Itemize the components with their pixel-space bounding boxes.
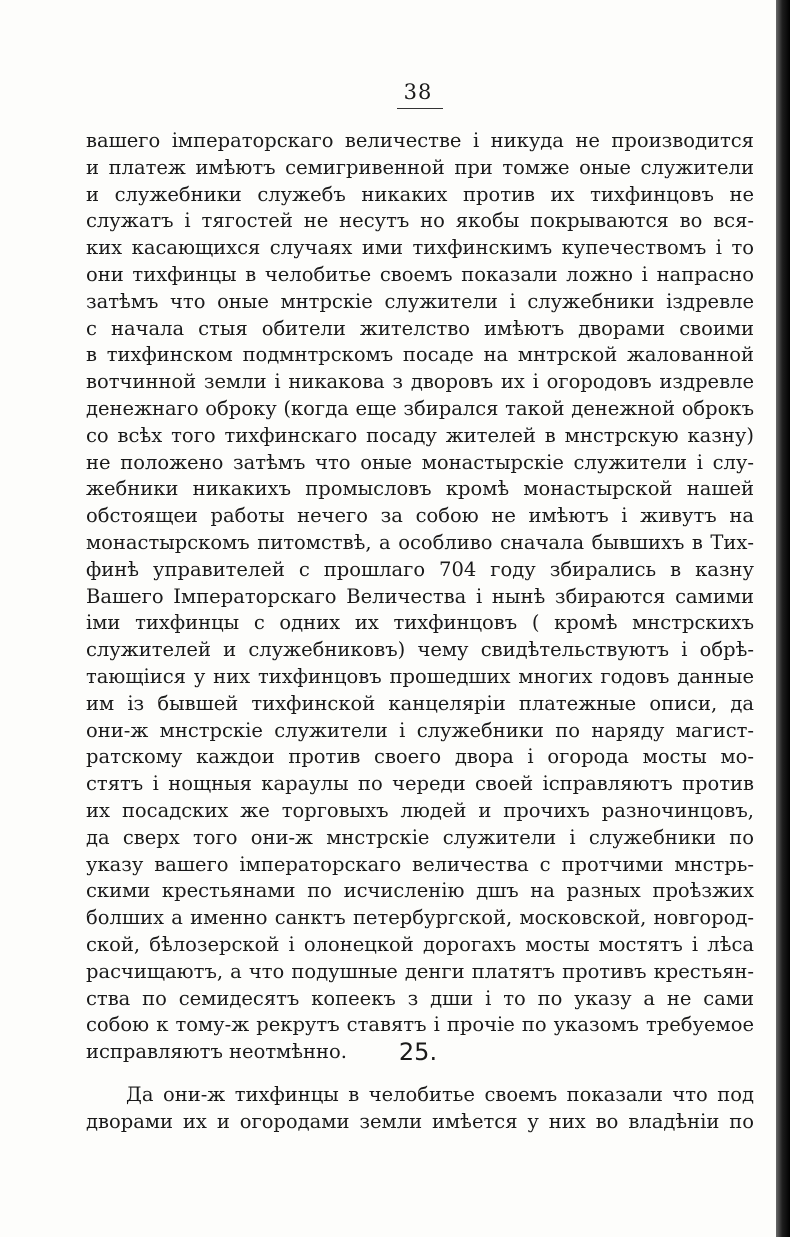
text-line: со всѣх того тихфинскаго посаду жителей в мнстрскую казну) bbox=[86, 423, 754, 447]
book-spine-shadow bbox=[776, 0, 790, 1237]
text-line: тающіися у них тихфинцовъ прошедших многих годовъ данные bbox=[86, 664, 754, 688]
paragraph-main bbox=[86, 128, 754, 1066]
text-line: ства по семидесятъ копеекъ з дши і то по указу а не сами bbox=[86, 986, 754, 1010]
text-line: ской, бѣлозерской і олонецкой дорогахъ мосты мостятъ і лѣса bbox=[86, 932, 754, 956]
text-line: и платеж имѣютъ семигривенной при томже оные служители bbox=[86, 155, 754, 179]
text-line: расчищаютъ, а что подушные денги платятъ противъ крестьян- bbox=[86, 959, 754, 983]
text-line: ратскому каждои против своего двора і огорода мосты мо- bbox=[86, 745, 754, 769]
text-line: не положено затѣмъ что оные монастырскіе служители і слу- bbox=[86, 450, 754, 474]
text-line: им із бывшей тихфинской канцеляріи платежные описи, да bbox=[86, 691, 754, 715]
text-line: и служебники служебъ никаких против их тихфинцовъ не bbox=[86, 182, 754, 206]
text-line: исправляютъ неотмѣнно. bbox=[86, 1040, 347, 1064]
text-line: денежнаго оброку (когда еще збирался такой денежной оброкъ bbox=[86, 396, 754, 420]
paragraph-section-25 bbox=[86, 1082, 754, 1136]
text-line: Вашего Імператорскаго Величества і нынѣ збираются самими bbox=[86, 584, 754, 608]
text-line: дворами их и огородами земли имѣется у них во владѣніи по bbox=[86, 1109, 754, 1133]
text-line: затѣмъ что оные мнтрскіе служители і служебники іздревле bbox=[86, 289, 754, 313]
text-line: они тихфинцы в челобитье своемъ показали ложно і напрасно bbox=[86, 262, 754, 286]
text-line: указу вашего імператорскаго величества с протчими мнстрь- bbox=[86, 852, 754, 876]
text-line: да сверх того они-ж мнстрскіе служители і служебники по bbox=[86, 825, 754, 849]
text-line: обстоящеи работы нечего за собою не имѣютъ і живутъ на bbox=[86, 504, 754, 528]
text-line: вашего імператорскаго величестве і никуда не производится bbox=[86, 129, 754, 152]
page-number-rule bbox=[397, 108, 443, 109]
text-line: ких касающихся случаях ими тихфинскимъ купечествомъ і то bbox=[86, 236, 754, 260]
text-line: финѣ управителей с прошлаго 704 году збирались в казну bbox=[86, 557, 754, 581]
page-number: 38 bbox=[403, 80, 433, 104]
section-number: 25. bbox=[398, 1038, 438, 1066]
text-line: в тихфинском подмнтрскомъ посаде на мнтрской жалованной bbox=[86, 343, 754, 367]
text-line: скими крестьянами по исчисленію дшъ на разных проѣзжих bbox=[86, 879, 754, 903]
text-line: их посадских же торговыхъ людей и прочихъ разночинцовъ, bbox=[86, 798, 754, 822]
text-line: служителей и служебниковъ) чему свидѣтельствуютъ і обрѣ- bbox=[86, 638, 754, 662]
text-line: монастырскомъ питомствѣ, а особливо сначала бывшихъ в Тих- bbox=[86, 530, 754, 554]
text-line: жебники никакихъ промысловъ кромѣ монастырской нашей bbox=[86, 477, 754, 501]
text-line: іми тихфинцы с одних их тихфинцовъ ( кромѣ мнстрскихъ bbox=[86, 611, 754, 635]
text-line: болших а именно санктъ петербургской, московской, новгород- bbox=[86, 906, 754, 930]
text-line: собою к тому-ж рекрутъ ставятъ і прочіе по указомъ требуемое bbox=[86, 1013, 754, 1037]
text-line: служатъ і тягостей не несутъ но якобы покрываются во вся- bbox=[86, 209, 754, 233]
text-line: они-ж мнстрскіе служители і служебники по наряду магист- bbox=[86, 718, 754, 742]
text-line: вотчинной земли і никакова з дворовъ их і огородовъ издревле bbox=[86, 370, 754, 394]
text-line: с начала стыя обители жителство имѣютъ дворами своими bbox=[86, 316, 754, 340]
text-line: стятъ і нощныя караулы по череди своей ісправляютъ против bbox=[86, 772, 754, 796]
text-line: Да они-ж тихфинцы в челобитье своемъ показали что под bbox=[126, 1083, 754, 1106]
